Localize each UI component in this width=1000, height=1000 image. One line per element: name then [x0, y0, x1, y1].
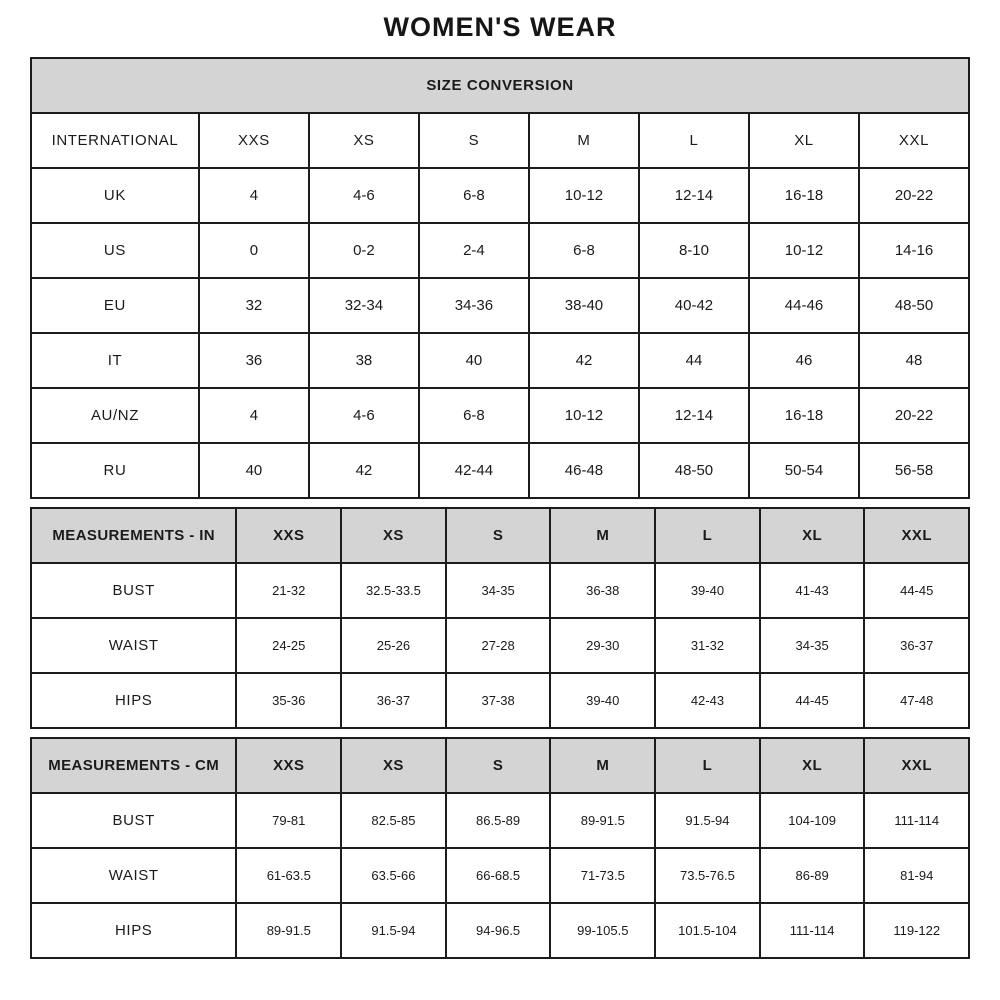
value-cell: 101.5-104	[655, 903, 760, 958]
value-cell: 79-81	[236, 793, 341, 848]
row-label: IT	[31, 333, 199, 388]
table-row	[31, 618, 969, 673]
value-cell: 63.5-66	[341, 848, 446, 903]
size-column-header: M	[550, 508, 655, 563]
size-column-header: XXL	[859, 113, 969, 168]
value-cell: 6-8	[419, 168, 529, 223]
row-label: US	[31, 223, 199, 278]
row-label: WAIST	[31, 848, 236, 903]
size-column-header: XL	[760, 508, 865, 563]
value-cell: 36-38	[550, 563, 655, 618]
size-column-header: XXL	[864, 738, 969, 793]
size-conversion-body	[31, 168, 969, 498]
column-header-row	[31, 738, 969, 793]
value-cell: 35-36	[236, 673, 341, 728]
size-column-header: XXL	[864, 508, 969, 563]
value-cell: 42	[529, 333, 639, 388]
size-column-header: M	[550, 738, 655, 793]
size-column-header: S	[446, 508, 551, 563]
value-cell: 4	[199, 388, 309, 443]
value-cell: 89-91.5	[236, 903, 341, 958]
value-cell: 31-32	[655, 618, 760, 673]
size-conversion-banner: SIZE CONVERSION	[31, 58, 969, 113]
value-cell: 71-73.5	[550, 848, 655, 903]
size-column-header: XS	[341, 508, 446, 563]
value-cell: 44	[639, 333, 749, 388]
value-cell: 29-30	[550, 618, 655, 673]
value-cell: 4	[199, 168, 309, 223]
value-cell: 48-50	[859, 278, 969, 333]
value-cell: 91.5-94	[655, 793, 760, 848]
value-cell: 99-105.5	[550, 903, 655, 958]
measurements-in-body	[31, 563, 969, 728]
row-label: BUST	[31, 793, 236, 848]
table-row	[31, 443, 969, 498]
value-cell: 48	[859, 333, 969, 388]
row-label: BUST	[31, 563, 236, 618]
value-cell: 6-8	[419, 388, 529, 443]
table-row	[31, 388, 969, 443]
value-cell: 46-48	[529, 443, 639, 498]
value-cell: 36-37	[341, 673, 446, 728]
value-cell: 2-4	[419, 223, 529, 278]
value-cell: 36-37	[864, 618, 969, 673]
column-header-international: INTERNATIONAL	[31, 113, 199, 168]
value-cell: 8-10	[639, 223, 749, 278]
measurements-in-table	[30, 507, 970, 729]
column-header-row	[31, 113, 969, 168]
value-cell: 40	[419, 333, 529, 388]
value-cell: 37-38	[446, 673, 551, 728]
value-cell: 86-89	[760, 848, 865, 903]
value-cell: 44-45	[760, 673, 865, 728]
value-cell: 46	[749, 333, 859, 388]
value-cell: 10-12	[529, 388, 639, 443]
size-column-header: XXS	[236, 508, 341, 563]
value-cell: 27-28	[446, 618, 551, 673]
table-banner-row	[31, 58, 969, 113]
row-label: RU	[31, 443, 199, 498]
value-cell: 16-18	[749, 388, 859, 443]
value-cell: 34-35	[446, 563, 551, 618]
row-label: AU/NZ	[31, 388, 199, 443]
table-row	[31, 848, 969, 903]
value-cell: 21-32	[236, 563, 341, 618]
value-cell: 56-58	[859, 443, 969, 498]
value-cell: 36	[199, 333, 309, 388]
value-cell: 111-114	[760, 903, 865, 958]
value-cell: 61-63.5	[236, 848, 341, 903]
value-cell: 20-22	[859, 168, 969, 223]
value-cell: 42-44	[419, 443, 529, 498]
measurements-in-header: MEASUREMENTS - IN	[31, 508, 236, 563]
table-row	[31, 793, 969, 848]
value-cell: 44-46	[749, 278, 859, 333]
table-row	[31, 903, 969, 958]
value-cell: 40	[199, 443, 309, 498]
row-label: UK	[31, 168, 199, 223]
page-title: WOMEN'S WEAR	[383, 12, 617, 42]
size-column-header: XL	[760, 738, 865, 793]
table-row	[31, 673, 969, 728]
value-cell: 4-6	[309, 388, 419, 443]
value-cell: 38	[309, 333, 419, 388]
value-cell: 40-42	[639, 278, 749, 333]
value-cell: 34-36	[419, 278, 529, 333]
size-column-header: XXS	[199, 113, 309, 168]
value-cell: 14-16	[859, 223, 969, 278]
value-cell: 24-25	[236, 618, 341, 673]
size-column-header: L	[655, 508, 760, 563]
value-cell: 39-40	[655, 563, 760, 618]
value-cell: 6-8	[529, 223, 639, 278]
value-cell: 47-48	[864, 673, 969, 728]
value-cell: 94-96.5	[446, 903, 551, 958]
value-cell: 32-34	[309, 278, 419, 333]
measurements-cm-header: MEASUREMENTS - CM	[31, 738, 236, 793]
value-cell: 41-43	[760, 563, 865, 618]
value-cell: 10-12	[749, 223, 859, 278]
size-column-header: S	[419, 113, 529, 168]
value-cell: 38-40	[529, 278, 639, 333]
value-cell: 32.5-33.5	[341, 563, 446, 618]
value-cell: 82.5-85	[341, 793, 446, 848]
row-label: HIPS	[31, 673, 236, 728]
value-cell: 39-40	[550, 673, 655, 728]
value-cell: 86.5-89	[446, 793, 551, 848]
value-cell: 25-26	[341, 618, 446, 673]
value-cell: 0-2	[309, 223, 419, 278]
value-cell: 42-43	[655, 673, 760, 728]
value-cell: 66-68.5	[446, 848, 551, 903]
value-cell: 111-114	[864, 793, 969, 848]
table-row	[31, 223, 969, 278]
value-cell: 32	[199, 278, 309, 333]
value-cell: 12-14	[639, 168, 749, 223]
size-column-header: L	[655, 738, 760, 793]
size-column-header: XXS	[236, 738, 341, 793]
row-label: WAIST	[31, 618, 236, 673]
size-column-header: L	[639, 113, 749, 168]
value-cell: 10-12	[529, 168, 639, 223]
value-cell: 0	[199, 223, 309, 278]
size-column-header: XS	[309, 113, 419, 168]
size-column-header: S	[446, 738, 551, 793]
value-cell: 48-50	[639, 443, 749, 498]
value-cell: 91.5-94	[341, 903, 446, 958]
measurements-cm-body	[31, 793, 969, 958]
size-column-header: M	[529, 113, 639, 168]
table-row	[31, 168, 969, 223]
table-row	[31, 278, 969, 333]
measurements-cm-table	[30, 737, 970, 959]
value-cell: 81-94	[864, 848, 969, 903]
row-label: EU	[31, 278, 199, 333]
value-cell: 119-122	[864, 903, 969, 958]
size-column-header: XS	[341, 738, 446, 793]
value-cell: 104-109	[760, 793, 865, 848]
row-label: HIPS	[31, 903, 236, 958]
value-cell: 73.5-76.5	[655, 848, 760, 903]
value-cell: 50-54	[749, 443, 859, 498]
table-row	[31, 333, 969, 388]
value-cell: 4-6	[309, 168, 419, 223]
value-cell: 34-35	[760, 618, 865, 673]
value-cell: 44-45	[864, 563, 969, 618]
value-cell: 16-18	[749, 168, 859, 223]
value-cell: 12-14	[639, 388, 749, 443]
size-conversion-table	[30, 57, 970, 499]
column-header-row	[31, 508, 969, 563]
table-row	[31, 563, 969, 618]
value-cell: 89-91.5	[550, 793, 655, 848]
value-cell: 20-22	[859, 388, 969, 443]
value-cell: 42	[309, 443, 419, 498]
size-column-header: XL	[749, 113, 859, 168]
